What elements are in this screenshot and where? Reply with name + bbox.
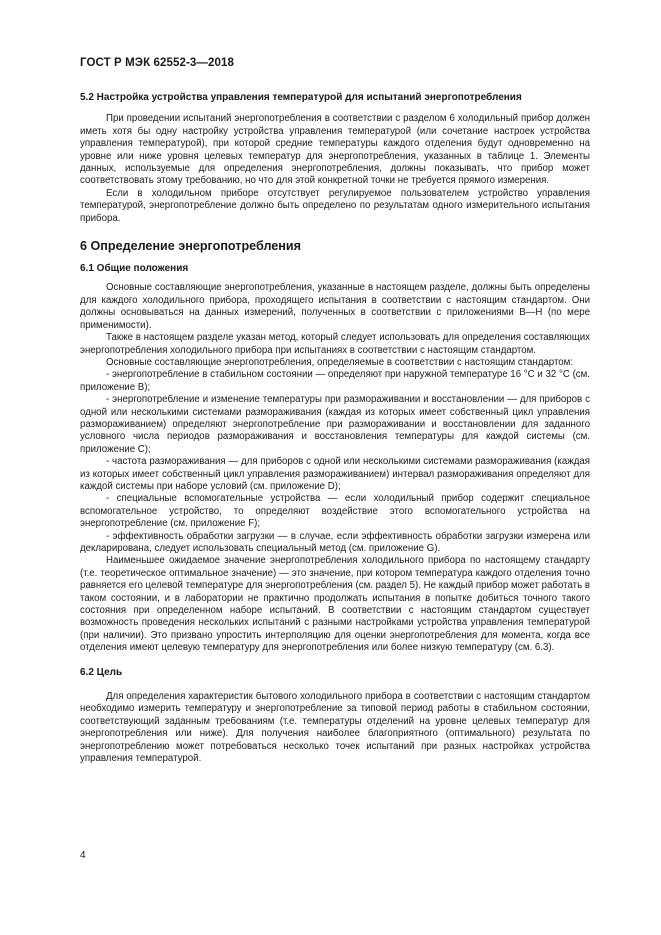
subsection-heading-6-2: 6.2 Цель [80, 666, 123, 678]
paragraph: Наименьшее ожидаемое значение энергопотребления холодильного прибора по настоящему стандарту (т.е. теоретическое оптимальное значение) — это значение, при котором температура каждого отделения точно равняется его целевой температуре для энергопотребления (см. раздел 5). Не каждый прибор может работать в таком состоянии, и в лаборатории не практично продолжать испытания в попытке добиться точного такого состояния при определенном наборе испытаний. В соответствии с настоящим стандартом существует возможность проведения нескольких испытаний с разными настройками устройства управления температурой (при наличии). Это призвано упростить интерполяцию для оценки энергопотребления для момента, когда все отделения имеют целевую температуру для энергопотребления или более низкую температуру (см. 6.3). [80, 555, 590, 654]
paragraph: Основные составляющие энергопотребления, указанные в настоящем разделе, должны быть определены для каждого холодильного прибора, проходящего испытания в соответствии с настоящим стандартом. Они должны основываться на данных измерений, полученных в соответствии с приложениями B—H (по мере применимости). [80, 282, 590, 331]
section-heading-6: 6 Определение энергопотребления [80, 239, 302, 254]
document-body [80, 92, 590, 766]
list-item: - эффективность обработки загрузки — в случае, если эффективность обработки загрузки измерена или декларирована, следует использовать специальный метод (см. приложение G). [80, 530, 590, 554]
list-item: - частота размораживания — для приборов с одной или несколькими системами размораживания (каждая из которых имеет собственный цикл управления размораживанием) интервал размораживания определяют для каждой системы при наборе условий (см. приложение D); [80, 456, 590, 492]
paragraph: При проведении испытаний энергопотребления в соответствии с разделом 6 холодильный прибор должен иметь хотя бы одну настройку устройства управления температурой (или сочетание настроек устройства управления температурой), при которой средние температуры каждого отделения будут одновременно на уровне или ниже уровня целевых температур для энергопотребления, указанных в таблице 1. Элементы данных, используемые для определения энергопотребления, должны показывать, что прибор может соответствовать этому требованию, но что для этой конкретной точки не требуется прямого измерения. [80, 113, 590, 187]
paragraph: Для определения характеристик бытового холодильного прибора в соответствии с настоящим стандартом необходимо измерить температуру и энергопотребление за типовой период работы в стабильном состоянии, соответствующий заданным требованиям (т.е. температуры отделений на уровне целевых температур для энергопотребления или ниже). Для получения наиболее благоприятного (оптимального) результата по энергопотреблению может потребоваться несколько точек испытаний при разных настройках устройства управления температурой. [80, 691, 590, 765]
list-item: - специальные вспомогательные устройства — если холодильный прибор содержит специальное вспомогательное устройство, то определяют воздействие этого вспомогательного устройства на энергопотребление (см. приложение F); [80, 493, 590, 530]
page-number: 4 [80, 850, 86, 861]
list-item: - энергопотребление в стабильном состоянии — определяют при наружной температуре 16 °С и 32 °С (см. приложение B); [80, 369, 590, 393]
paragraph: Также в настоящем разделе указан метод, который следует использовать для определения составляющих энергопотребления холодильного прибора при испытаниях в соответствии с настоящим стандартом. [80, 332, 590, 356]
paragraph: Если в холодильном приборе отсутствует регулируемое пользователем устройство управления температурой, энергопотребление должно быть определено по результатам одного измерительного испытания прибора. [80, 187, 590, 224]
section-heading-5-2: 5.2 Настройка устройства управления температурой для испытаний энергопотребления [80, 92, 522, 103]
document-header: ГОСТ Р МЭК 62552-3—2018 [80, 57, 234, 69]
paragraph: Основные составляющие энергопотребления, определяемые в соответствии с настоящим стандартом: [106, 356, 574, 368]
subsection-heading-6-1: 6.1 Общие положения [80, 263, 189, 275]
list-item: - энергопотребление и изменение температуры при размораживании и восстановлении — для приборов с одной или несколькими системами размораживания (каждая из которых имеет собственный цикл управления размораживанием) определяют энергопотребление при размораживании и восстановлении для заданного условного числа периодов размораживания и восстановления температуры для каждой системы (см. приложение C); [80, 394, 590, 455]
